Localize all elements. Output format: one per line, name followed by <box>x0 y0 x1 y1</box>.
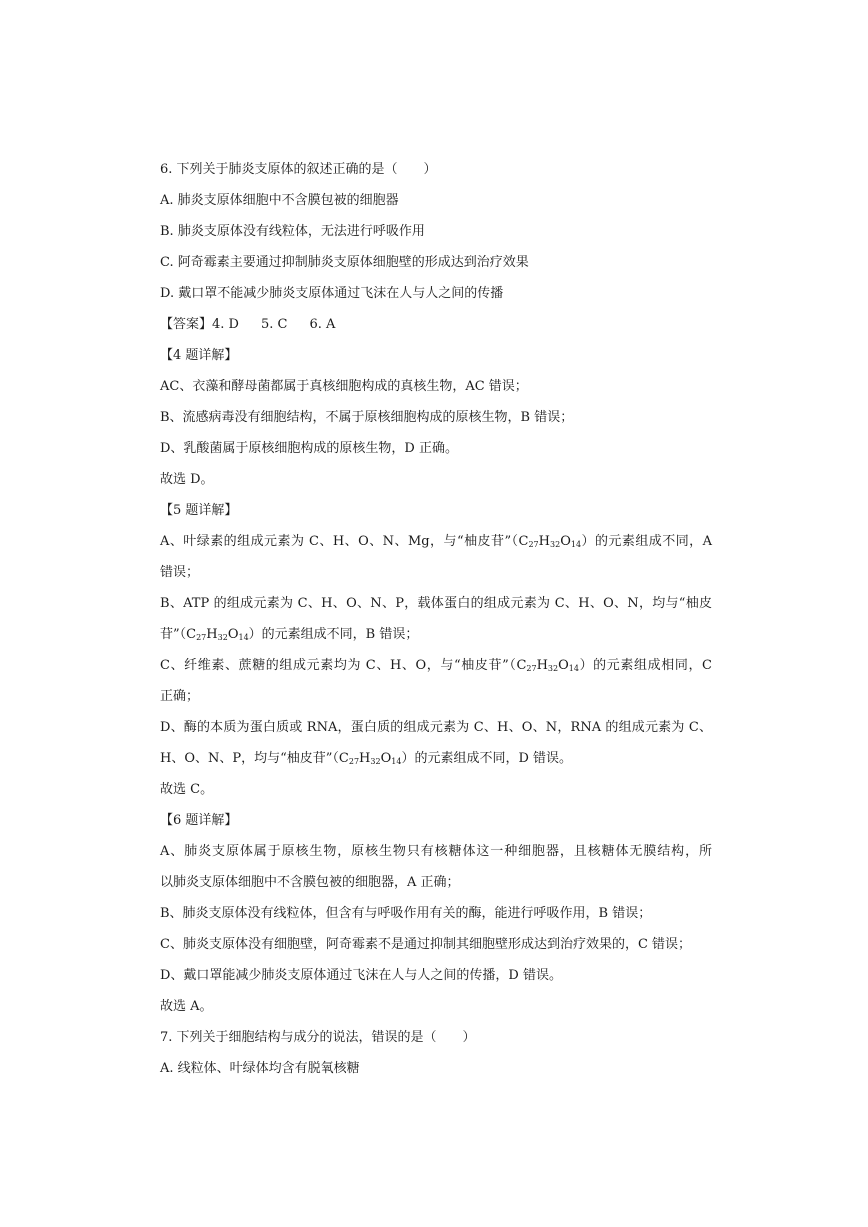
detail-4-heading: 【4 题详解】 <box>160 348 238 363</box>
detail-5-line: D、酶的本质为蛋白质或 RNA，蛋白质的组成元素为 C、H、O、N，RNA 的组成元素为 C、 <box>160 720 712 735</box>
detail-4-line: AC、衣藻和酵母菌都属于真核细胞构成的真核生物，AC 错误； <box>160 379 528 394</box>
question-6-option-b: B. 肺炎支原体没有线粒体，无法进行呼吸作用 <box>160 224 425 239</box>
detail-5-conclusion: 故选 C。 <box>160 782 214 797</box>
detail-6-heading: 【6 题详解】 <box>160 813 238 828</box>
detail-5-line: C、纤维素、蔗糖的组成元素均为 C、H、O，与“柚皮苷$”(C_{27}H_{32}O_{14})$的元素组成相同，C <box>160 658 712 673</box>
detail-6-line: B、肺炎支原体没有线粒体，但含有与呼吸作用有关的酶，能进行呼吸作用，B 错误； <box>160 906 652 921</box>
detail-5-line: A、叶绿素的组成元素为 C、H、O、N、Mg，与“柚皮苷$”(C_{27}H_{32}O_{14})$的元素组成不同，A <box>160 534 713 549</box>
detail-5-line: B、ATP 的组成元素为 C、H、O、N、P，载体蛋白的组成元素为 C、H、O、N，均与“柚皮 <box>160 596 712 611</box>
detail-4-line: D、乳酸菌属于原核细胞构成的原核生物，D 正确。 <box>160 441 458 456</box>
detail-5-line: 正确； <box>160 689 200 704</box>
detail-6-line: A、肺炎支原体属于原核生物，原核生物只有核糖体这一种细胞器，且核糖体无膜结构，所 <box>160 844 712 859</box>
question-6-option-c: C. 阿奇霉素主要通过抑制肺炎支原体细胞壁的形成达到治疗效果 <box>160 255 529 270</box>
answer-label: 【答案】4. D <box>160 317 239 332</box>
question-7-stem: 7. 下列关于细胞结构与成分的说法，错误的是（ ） <box>160 1030 476 1045</box>
detail-5-line: H、O、N、P，均与“柚皮苷$”(C_{27}H_{32}O_{14})$的元素组成不同，D 错误。 <box>160 751 572 766</box>
detail-6-conclusion: 故选 A。 <box>160 999 213 1014</box>
detail-4-line: B、流感病毒没有细胞结构，不属于原核细胞构成的原核生物，B 错误； <box>160 410 574 425</box>
answer-6: 6. A <box>309 317 336 332</box>
detail-6-line: C、肺炎支原体没有细胞壁，阿奇霉素不是通过抑制其细胞壁形成达到治疗效果的，C 错误； <box>160 937 692 952</box>
detail-5-heading: 【5 题详解】 <box>160 503 238 518</box>
question-6-option-d: D. 戴口罩不能减少肺炎支原体通过飞沫在人与人之间的传播 <box>160 286 504 301</box>
answer-5: 5. C <box>260 317 288 332</box>
detail-6-line: 以肺炎支原体细胞中不含膜包被的细胞器，A 正确； <box>160 875 460 890</box>
question-7-option-a: A. 线粒体、叶绿体均含有脱氧核糖 <box>160 1061 360 1076</box>
detail-6-line: D、戴口罩能减少肺炎支原体通过飞沫在人与人之间的传播，D 错误。 <box>160 968 562 983</box>
detail-5-line: 错误； <box>160 565 200 580</box>
detail-4-conclusion: 故选 D。 <box>160 472 214 487</box>
answer-line <box>160 316 712 334</box>
detail-5-line: 苷$”(C_{27}H_{32}O_{14})$的元素组成不同，B 错误； <box>160 627 419 642</box>
question-6-option-a: A. 肺炎支原体细胞中不含膜包被的细胞器 <box>160 193 399 208</box>
question-6-stem: 6. 下列关于肺炎支原体的叙述正确的是（ ） <box>160 162 437 177</box>
